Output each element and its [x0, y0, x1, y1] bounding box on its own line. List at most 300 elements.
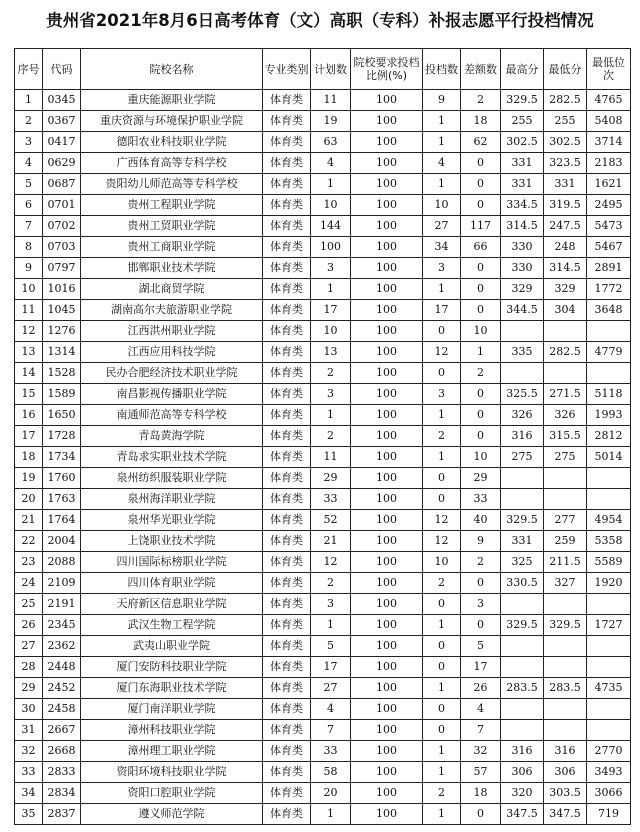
cell-max: 331 [501, 174, 544, 195]
cell-code: 1016 [43, 279, 81, 300]
cell-school: 武汉生物工程学院 [81, 615, 263, 636]
cell-ratio: 100 [351, 615, 423, 636]
cell-school: 漳州科技职业学院 [81, 720, 263, 741]
cell-code: 1589 [43, 384, 81, 405]
cell-code: 0345 [43, 90, 81, 111]
cell-seq: 32 [15, 741, 43, 762]
table-row [15, 552, 631, 573]
cell-gap: 32 [461, 741, 501, 762]
cell-max [501, 468, 544, 489]
cell-max: 325.5 [501, 384, 544, 405]
cell-seq: 14 [15, 363, 43, 384]
cell-ratio: 100 [351, 804, 423, 825]
cell-seq: 18 [15, 447, 43, 468]
table-row [15, 342, 631, 363]
cell-min [544, 657, 587, 678]
cell-plan: 100 [311, 237, 351, 258]
cell-seq: 15 [15, 384, 43, 405]
cell-category: 体育类 [263, 594, 311, 615]
cell-school: 贵州工贸职业学院 [81, 216, 263, 237]
cell-category: 体育类 [263, 573, 311, 594]
cell-gap: 0 [461, 804, 501, 825]
cell-ratio: 100 [351, 447, 423, 468]
cell-category: 体育类 [263, 615, 311, 636]
cell-plan: 11 [311, 90, 351, 111]
cell-plan: 3 [311, 258, 351, 279]
cell-max: 331 [501, 531, 544, 552]
cell-plan: 10 [311, 195, 351, 216]
cell-code: 1763 [43, 489, 81, 510]
cell-code: 2448 [43, 657, 81, 678]
table-row [15, 132, 631, 153]
table-row [15, 90, 631, 111]
cell-seq: 28 [15, 657, 43, 678]
cell-school: 青岛求实职业技术学院 [81, 447, 263, 468]
cell-filed: 10 [423, 195, 461, 216]
cell-ratio: 100 [351, 720, 423, 741]
table-row [15, 111, 631, 132]
table-row [15, 405, 631, 426]
cell-category: 体育类 [263, 531, 311, 552]
cell-filed: 1 [423, 762, 461, 783]
cell-code: 2834 [43, 783, 81, 804]
cell-seq: 3 [15, 132, 43, 153]
cell-min: 211.5 [544, 552, 587, 573]
cell-school: 厦门安防科技职业学院 [81, 657, 263, 678]
header-row [15, 49, 631, 90]
cell-ratio: 100 [351, 153, 423, 174]
cell-min-rank [587, 699, 631, 720]
cell-code: 0701 [43, 195, 81, 216]
cell-min-rank: 5589 [587, 552, 631, 573]
cell-min-rank [587, 363, 631, 384]
cell-code: 0702 [43, 216, 81, 237]
cell-plan: 27 [311, 678, 351, 699]
cell-category: 体育类 [263, 489, 311, 510]
cell-plan: 58 [311, 762, 351, 783]
cell-min [544, 468, 587, 489]
cell-min: 327 [544, 573, 587, 594]
cell-seq: 35 [15, 804, 43, 825]
cell-seq: 19 [15, 468, 43, 489]
cell-min: 247.5 [544, 216, 587, 237]
cell-max [501, 720, 544, 741]
cell-school: 德阳农业科技职业学院 [81, 132, 263, 153]
cell-max: 329.5 [501, 615, 544, 636]
cell-school: 重庆能源职业学院 [81, 90, 263, 111]
cell-school: 邯郸职业技术学院 [81, 258, 263, 279]
cell-plan: 33 [311, 489, 351, 510]
cell-plan: 3 [311, 384, 351, 405]
header-seq: 序号 [15, 49, 43, 90]
cell-filed: 1 [423, 741, 461, 762]
cell-filed: 3 [423, 258, 461, 279]
cell-school: 南昌影视传播职业学院 [81, 384, 263, 405]
cell-gap: 0 [461, 258, 501, 279]
cell-seq: 29 [15, 678, 43, 699]
cell-category: 体育类 [263, 321, 311, 342]
cell-gap: 10 [461, 447, 501, 468]
cell-code: 1276 [43, 321, 81, 342]
cell-category: 体育类 [263, 552, 311, 573]
cell-max [501, 489, 544, 510]
cell-seq: 31 [15, 720, 43, 741]
header-filed: 投档数 [423, 49, 461, 90]
cell-min-rank: 5358 [587, 531, 631, 552]
cell-max: 283.5 [501, 678, 544, 699]
cell-category: 体育类 [263, 300, 311, 321]
cell-plan: 3 [311, 594, 351, 615]
cell-max: 306 [501, 762, 544, 783]
cell-code: 1045 [43, 300, 81, 321]
cell-category: 体育类 [263, 720, 311, 741]
cell-max: 331 [501, 153, 544, 174]
cell-max: 334.5 [501, 195, 544, 216]
cell-ratio: 100 [351, 258, 423, 279]
cell-plan: 21 [311, 531, 351, 552]
cell-ratio: 100 [351, 762, 423, 783]
cell-category: 体育类 [263, 111, 311, 132]
cell-code: 0417 [43, 132, 81, 153]
cell-plan: 29 [311, 468, 351, 489]
cell-code: 1314 [43, 342, 81, 363]
cell-code: 2004 [43, 531, 81, 552]
cell-gap: 66 [461, 237, 501, 258]
cell-gap: 40 [461, 510, 501, 531]
cell-max: 320 [501, 783, 544, 804]
cell-max [501, 699, 544, 720]
cell-school: 泉州华光职业学院 [81, 510, 263, 531]
cell-category: 体育类 [263, 510, 311, 531]
cell-seq: 23 [15, 552, 43, 573]
cell-filed: 1 [423, 279, 461, 300]
cell-min-rank: 5118 [587, 384, 631, 405]
table-row [15, 531, 631, 552]
cell-code: 2109 [43, 573, 81, 594]
table-row [15, 363, 631, 384]
cell-code: 2362 [43, 636, 81, 657]
cell-code: 2458 [43, 699, 81, 720]
cell-ratio: 100 [351, 594, 423, 615]
cell-gap: 1 [461, 342, 501, 363]
cell-school: 泉州海洋职业学院 [81, 489, 263, 510]
cell-min: 326 [544, 405, 587, 426]
header-gap: 差额数 [461, 49, 501, 90]
cell-ratio: 100 [351, 174, 423, 195]
cell-gap: 2 [461, 90, 501, 111]
cell-school: 资阳口腔职业学院 [81, 783, 263, 804]
table-row [15, 426, 631, 447]
cell-gap: 29 [461, 468, 501, 489]
cell-school: 漳州理工职业学院 [81, 741, 263, 762]
cell-gap: 3 [461, 594, 501, 615]
cell-plan: 1 [311, 279, 351, 300]
cell-max: 347.5 [501, 804, 544, 825]
cell-code: 1760 [43, 468, 81, 489]
cell-filed: 0 [423, 468, 461, 489]
header-min-rank: 最低位次 [587, 49, 631, 90]
cell-gap: 0 [461, 573, 501, 594]
cell-min-rank: 3714 [587, 132, 631, 153]
cell-code: 0367 [43, 111, 81, 132]
cell-seq: 20 [15, 489, 43, 510]
cell-filed: 2 [423, 783, 461, 804]
cell-seq: 8 [15, 237, 43, 258]
cell-filed: 12 [423, 531, 461, 552]
header-category: 专业类别 [263, 49, 311, 90]
cell-min: 282.5 [544, 90, 587, 111]
cell-code: 0797 [43, 258, 81, 279]
cell-code: 2833 [43, 762, 81, 783]
cell-min-rank: 4954 [587, 510, 631, 531]
cell-ratio: 100 [351, 90, 423, 111]
cell-category: 体育类 [263, 342, 311, 363]
cell-school: 南通师范高等专科学校 [81, 405, 263, 426]
header-school: 院校名称 [81, 49, 263, 90]
cell-filed: 1 [423, 804, 461, 825]
header-min: 最低分 [544, 49, 587, 90]
cell-gap: 18 [461, 783, 501, 804]
cell-ratio: 100 [351, 426, 423, 447]
cell-ratio: 100 [351, 237, 423, 258]
table-row [15, 657, 631, 678]
table-row [15, 195, 631, 216]
cell-gap: 18 [461, 111, 501, 132]
cell-school: 重庆资源与环境保护职业学院 [81, 111, 263, 132]
cell-min-rank: 5467 [587, 237, 631, 258]
cell-min: 306 [544, 762, 587, 783]
cell-gap: 33 [461, 489, 501, 510]
table-row [15, 804, 631, 825]
cell-ratio: 100 [351, 489, 423, 510]
cell-category: 体育类 [263, 783, 311, 804]
cell-filed: 17 [423, 300, 461, 321]
cell-category: 体育类 [263, 90, 311, 111]
table-row [15, 237, 631, 258]
cell-gap: 0 [461, 195, 501, 216]
cell-filed: 1 [423, 678, 461, 699]
cell-gap: 0 [461, 615, 501, 636]
cell-plan: 4 [311, 153, 351, 174]
cell-category: 体育类 [263, 804, 311, 825]
cell-ratio: 100 [351, 678, 423, 699]
cell-min-rank: 4779 [587, 342, 631, 363]
cell-ratio: 100 [351, 405, 423, 426]
cell-code: 1764 [43, 510, 81, 531]
cell-filed: 3 [423, 384, 461, 405]
cell-min: 316 [544, 741, 587, 762]
cell-filed: 34 [423, 237, 461, 258]
cell-ratio: 100 [351, 132, 423, 153]
cell-filed: 1 [423, 405, 461, 426]
table-row [15, 762, 631, 783]
cell-max: 275 [501, 447, 544, 468]
cell-seq: 7 [15, 216, 43, 237]
cell-code: 0687 [43, 174, 81, 195]
cell-school: 武夷山职业学院 [81, 636, 263, 657]
cell-ratio: 100 [351, 783, 423, 804]
cell-plan: 1 [311, 804, 351, 825]
cell-seq: 1 [15, 90, 43, 111]
cell-max: 329.5 [501, 90, 544, 111]
cell-ratio: 100 [351, 342, 423, 363]
cell-min-rank: 1621 [587, 174, 631, 195]
cell-category: 体育类 [263, 216, 311, 237]
table-row [15, 783, 631, 804]
cell-plan: 52 [311, 510, 351, 531]
header-code: 代码 [43, 49, 81, 90]
table-row [15, 636, 631, 657]
cell-category: 体育类 [263, 237, 311, 258]
cell-min [544, 321, 587, 342]
cell-gap: 0 [461, 384, 501, 405]
cell-code: 2191 [43, 594, 81, 615]
cell-seq: 22 [15, 531, 43, 552]
cell-min-rank [587, 720, 631, 741]
cell-gap: 5 [461, 636, 501, 657]
cell-filed: 0 [423, 720, 461, 741]
header-plan: 计划数 [311, 49, 351, 90]
cell-ratio: 100 [351, 300, 423, 321]
cell-seq: 17 [15, 426, 43, 447]
cell-filed: 1 [423, 174, 461, 195]
cell-category: 体育类 [263, 657, 311, 678]
cell-min-rank: 4765 [587, 90, 631, 111]
cell-min-rank: 2183 [587, 153, 631, 174]
cell-ratio: 100 [351, 111, 423, 132]
cell-plan: 2 [311, 426, 351, 447]
cell-min [544, 699, 587, 720]
cell-school: 湖南高尔夫旅游职业学院 [81, 300, 263, 321]
cell-min-rank: 4735 [587, 678, 631, 699]
cell-max: 326 [501, 405, 544, 426]
cell-filed: 1 [423, 447, 461, 468]
cell-category: 体育类 [263, 699, 311, 720]
cell-min-rank [587, 636, 631, 657]
cell-seq: 33 [15, 762, 43, 783]
cell-category: 体育类 [263, 363, 311, 384]
cell-category: 体育类 [263, 258, 311, 279]
cell-min: 323.5 [544, 153, 587, 174]
cell-min-rank: 1727 [587, 615, 631, 636]
cell-min-rank [587, 321, 631, 342]
cell-ratio: 100 [351, 531, 423, 552]
cell-plan: 12 [311, 552, 351, 573]
cell-max: 316 [501, 741, 544, 762]
cell-max: 255 [501, 111, 544, 132]
cell-plan: 17 [311, 657, 351, 678]
cell-seq: 30 [15, 699, 43, 720]
cell-school: 贵州工商职业学院 [81, 237, 263, 258]
table-row [15, 447, 631, 468]
cell-school: 四川国际标榜职业学院 [81, 552, 263, 573]
cell-category: 体育类 [263, 174, 311, 195]
cell-category: 体育类 [263, 636, 311, 657]
cell-min: 302.5 [544, 132, 587, 153]
cell-gap: 2 [461, 363, 501, 384]
cell-max: 330 [501, 237, 544, 258]
table-row [15, 153, 631, 174]
cell-gap: 0 [461, 300, 501, 321]
table-row [15, 468, 631, 489]
cell-max [501, 321, 544, 342]
cell-min-rank: 2812 [587, 426, 631, 447]
cell-category: 体育类 [263, 741, 311, 762]
cell-max: 344.5 [501, 300, 544, 321]
cell-ratio: 100 [351, 510, 423, 531]
cell-max: 330 [501, 258, 544, 279]
cell-min-rank: 3066 [587, 783, 631, 804]
cell-filed: 1 [423, 615, 461, 636]
cell-filed: 9 [423, 90, 461, 111]
cell-code: 2088 [43, 552, 81, 573]
cell-min-rank [587, 594, 631, 615]
cell-category: 体育类 [263, 426, 311, 447]
cell-gap: 4 [461, 699, 501, 720]
cell-category: 体育类 [263, 195, 311, 216]
cell-min: 255 [544, 111, 587, 132]
cell-max [501, 657, 544, 678]
cell-min-rank: 5014 [587, 447, 631, 468]
cell-max: 335 [501, 342, 544, 363]
cell-ratio: 100 [351, 699, 423, 720]
cell-gap: 0 [461, 405, 501, 426]
table-row [15, 174, 631, 195]
cell-seq: 2 [15, 111, 43, 132]
cell-min-rank [587, 489, 631, 510]
cell-max [501, 363, 544, 384]
cell-gap: 62 [461, 132, 501, 153]
cell-category: 体育类 [263, 132, 311, 153]
cell-min: 319.5 [544, 195, 587, 216]
cell-code: 1528 [43, 363, 81, 384]
cell-min-rank: 3648 [587, 300, 631, 321]
cell-code: 2837 [43, 804, 81, 825]
cell-max [501, 594, 544, 615]
cell-gap: 0 [461, 153, 501, 174]
cell-filed: 0 [423, 489, 461, 510]
cell-ratio: 100 [351, 552, 423, 573]
cell-gap: 26 [461, 678, 501, 699]
table-row [15, 279, 631, 300]
cell-min-rank: 1993 [587, 405, 631, 426]
table-row [15, 741, 631, 762]
cell-school: 青岛黄海学院 [81, 426, 263, 447]
cell-seq: 12 [15, 321, 43, 342]
cell-min: 314.5 [544, 258, 587, 279]
table-row [15, 678, 631, 699]
cell-gap: 117 [461, 216, 501, 237]
cell-filed: 0 [423, 321, 461, 342]
cell-plan: 13 [311, 342, 351, 363]
cell-school: 天府新区信息职业学院 [81, 594, 263, 615]
cell-gap: 0 [461, 279, 501, 300]
cell-max: 329.5 [501, 510, 544, 531]
cell-seq: 11 [15, 300, 43, 321]
cell-plan: 144 [311, 216, 351, 237]
cell-plan: 33 [311, 741, 351, 762]
page-title: 贵州省2021年8月6日高考体育（文）高职（专科）补报志愿平行投档情况 [46, 11, 594, 30]
cell-plan: 1 [311, 405, 351, 426]
cell-min: 303.5 [544, 783, 587, 804]
cell-category: 体育类 [263, 384, 311, 405]
cell-seq: 26 [15, 615, 43, 636]
cell-category: 体育类 [263, 153, 311, 174]
cell-min: 248 [544, 237, 587, 258]
cell-category: 体育类 [263, 468, 311, 489]
cell-seq: 5 [15, 174, 43, 195]
table-row [15, 594, 631, 615]
